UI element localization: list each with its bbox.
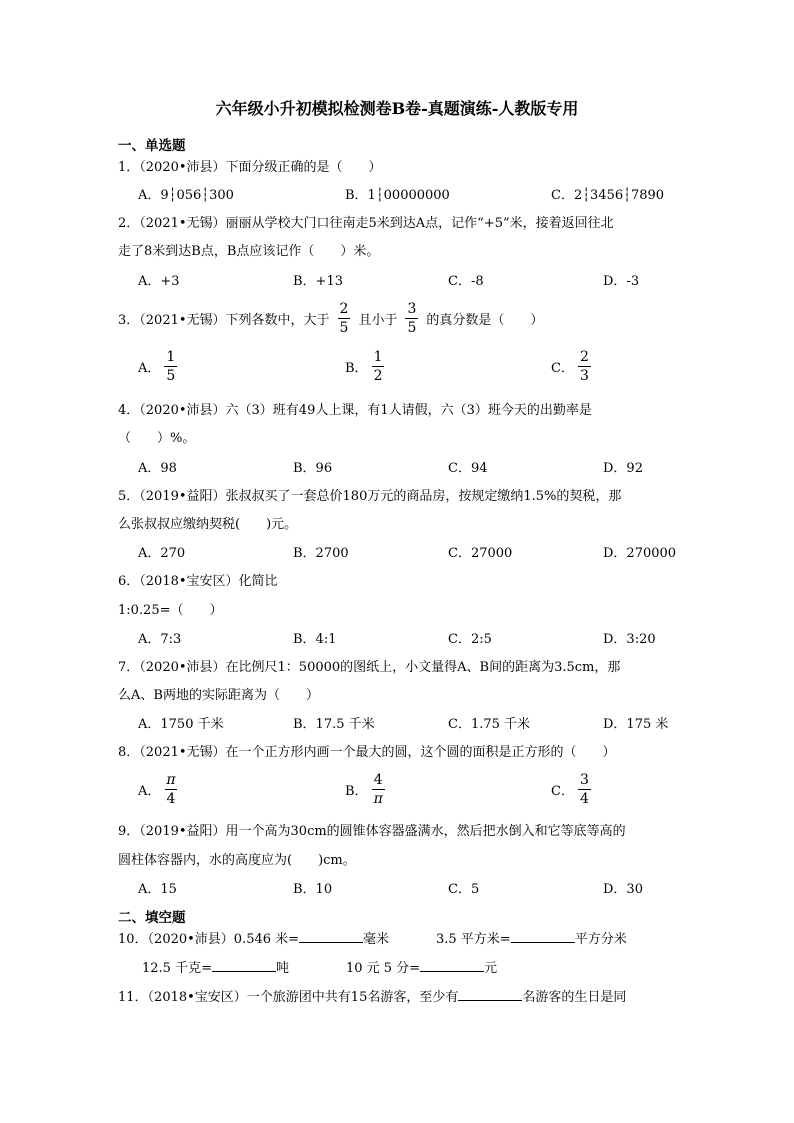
q4-stem-line2: （ ）%。 (118, 431, 196, 446)
q3-option-b[interactable] (345, 348, 384, 384)
q8-option-a-denominator: 4 (166, 790, 176, 807)
q1-stem: 1．（2020•沛县）下面分级正确的是（ ） (118, 160, 382, 175)
q3-fraction-upper-numerator: 3 (407, 300, 417, 317)
q6-stem-line1: 6．（2018•宝安区）化简比 (118, 574, 278, 589)
page-title: 六年级小升初模拟检测卷B卷-真题演练-人教版专用 (215, 99, 579, 118)
q10-part1-prompt: 10．（2020•沛县）0.546 米= (118, 932, 300, 947)
q10-part3 (142, 957, 289, 976)
q2-stem-line1: 2．（2021•无锡）丽丽从学校大门口往南走5米到达A点，记作“+5”米，接着返回往北 (118, 216, 614, 231)
q3-fraction-lower (338, 302, 351, 335)
q10-part2-unit: 平方分米 (574, 932, 627, 947)
q6-option-d[interactable]: D．3:20 (603, 632, 656, 647)
q3-option-a-numerator: 1 (166, 348, 176, 365)
section-heading-single-choice: 一、单选题 (118, 138, 186, 154)
q9-option-a[interactable]: A．15 (138, 882, 177, 897)
q8-option-a-numerator: π (166, 771, 176, 788)
q8-option-a-fraction (164, 773, 177, 806)
q10-part4-unit: 元 (484, 961, 498, 976)
q3-option-b-fraction (372, 350, 385, 383)
q4-option-b[interactable]: B．96 (293, 461, 333, 476)
q7-option-b[interactable]: B．17.5 千米 (293, 717, 375, 732)
q9-option-c[interactable]: C．5 (448, 882, 480, 897)
q4-stem-line1: 4．（2020•沛县）六（3）班有49人上课，有1人请假，六（3）班今天的出勤率是 (118, 403, 592, 418)
q8-option-c-fraction (578, 773, 591, 806)
q8-option-c-label: C． (551, 783, 574, 799)
q11-stem-post: 名游客的生日是同 (522, 990, 627, 1005)
q7-option-a[interactable]: A．1750 千米 (138, 717, 224, 732)
q3-option-a-label: A． (138, 360, 161, 376)
q8-option-c[interactable] (551, 770, 591, 808)
q8-option-b-denominator: π (373, 790, 383, 807)
q8-option-b[interactable] (345, 770, 385, 808)
q2-option-d[interactable]: D．-3 (603, 274, 640, 289)
q7-option-d[interactable]: D．175 米 (603, 717, 669, 732)
q6-option-c[interactable]: C．2:5 (448, 632, 492, 647)
q10-blank-1[interactable] (299, 930, 363, 943)
q5-stem-line1: 5．（2019•益阳）张叔叔买了一套总价180万元的商品房，按规定缴纳1.5%的契税，那 (118, 489, 622, 504)
q10-part2-prompt: 3.5 平方米= (436, 932, 511, 947)
q9-option-b[interactable]: B．10 (293, 882, 333, 897)
q8-option-b-label: B． (345, 783, 368, 799)
q3-option-c-numerator: 2 (579, 348, 589, 365)
q5-option-b[interactable]: B．2700 (293, 546, 349, 561)
q8-option-a[interactable] (138, 770, 178, 808)
q3-stem-post: 的真分数是（ ） (426, 312, 544, 328)
q3-fraction-lower-denominator: 5 (339, 319, 349, 336)
q9-option-d[interactable]: D．30 (603, 882, 643, 897)
q10-part3-prompt: 12.5 千克= (142, 961, 212, 976)
q5-option-a[interactable]: A．270 (138, 546, 186, 561)
q4-option-a[interactable]: A．98 (138, 461, 177, 476)
q3-stem (118, 300, 543, 336)
q11-stem-pre: 11．（2018•宝安区）一个旅游团中共有15名游客，至少有 (118, 990, 459, 1005)
q1-option-a[interactable]: A．9┆056┆300 (138, 188, 234, 203)
q10-blank-3[interactable] (212, 959, 276, 972)
q5-stem-line2: 么张叔叔应缴纳契税( )元。 (118, 517, 298, 532)
q6-option-b[interactable]: B．4:1 (293, 632, 337, 647)
q8-option-c-numerator: 3 (579, 771, 589, 788)
q1-option-c[interactable]: C．2┆3456┆7890 (551, 188, 665, 203)
q6-stem-line2: 1:0.25=（ ） (118, 603, 223, 618)
q3-stem-mid: 且小于 (358, 312, 398, 328)
q3-fraction-upper (405, 302, 418, 335)
q9-stem-line2: 圆柱体容器内，水的高度应为( )cm。 (118, 853, 356, 868)
q11-stem (118, 986, 626, 1005)
q10-blank-4[interactable] (420, 959, 484, 972)
q3-option-c-fraction (578, 350, 591, 383)
q10-blank-2[interactable] (511, 930, 575, 943)
q4-option-c[interactable]: C．94 (448, 461, 488, 476)
q10-part1-unit: 毫米 (363, 932, 390, 947)
q8-option-b-numerator: 4 (373, 771, 383, 788)
q8-option-c-denominator: 4 (579, 790, 589, 807)
q10-part4-prompt: 10 元 5 分= (346, 961, 421, 976)
q3-fraction-upper-denominator: 5 (407, 319, 417, 336)
q3-option-b-label: B． (345, 360, 368, 376)
q10-part3-unit: 吨 (275, 961, 289, 976)
q4-option-d[interactable]: D．92 (603, 461, 643, 476)
q3-stem-pre: 3．（2021•无锡）下列各数中，大于 (118, 312, 330, 328)
q9-stem-line1: 9．（2019•益阳）用一个高为30cm的圆锥体容器盛满水，然后把水倒入和它等底等高的 (118, 824, 626, 839)
q3-option-b-denominator: 2 (373, 367, 383, 384)
q10-part1 (118, 928, 389, 947)
q7-stem-line2: 么A、B两地的实际距离为（ ） (118, 688, 319, 703)
q1-option-b[interactable]: B．1┆00000000 (345, 188, 450, 203)
q10-part2 (436, 928, 627, 947)
q11-blank[interactable] (458, 988, 522, 1001)
q10-part4 (346, 957, 497, 976)
q5-option-d[interactable]: D．270000 (603, 546, 677, 561)
q5-option-c[interactable]: C．27000 (448, 546, 513, 561)
q2-option-a[interactable]: A．+3 (138, 274, 180, 289)
q2-stem-line2: 走了8米到达B点，B点应该记作（ ）米。 (118, 244, 380, 259)
q3-fraction-lower-numerator: 2 (339, 300, 349, 317)
q3-option-b-numerator: 1 (373, 348, 383, 365)
q8-stem: 8．（2021•无锡）在一个正方形内画一个最大的圆，这个圆的面积是正方形的（ ） (118, 745, 616, 760)
q8-option-b-fraction (372, 773, 385, 806)
q3-option-c-label: C． (551, 360, 574, 376)
q6-option-a[interactable]: A．7:3 (138, 632, 182, 647)
q2-option-c[interactable]: C．-8 (448, 274, 484, 289)
q2-option-b[interactable]: B．+13 (293, 274, 343, 289)
q8-option-a-label: A． (138, 783, 161, 799)
q3-option-c-denominator: 3 (579, 367, 589, 384)
q3-option-c[interactable] (551, 348, 591, 384)
q7-stem-line1: 7．（2020•沛县）在比例尺1：50000的图纸上，小文量得A、B间的距离为3.5cm，那 (118, 660, 621, 675)
q3-option-a-fraction (164, 350, 177, 383)
q3-option-a-denominator: 5 (166, 367, 176, 384)
q3-option-a[interactable] (138, 348, 177, 384)
q7-option-c[interactable]: C．1.75 千米 (448, 717, 531, 732)
section-heading-fill-in: 二、填空题 (118, 910, 186, 926)
